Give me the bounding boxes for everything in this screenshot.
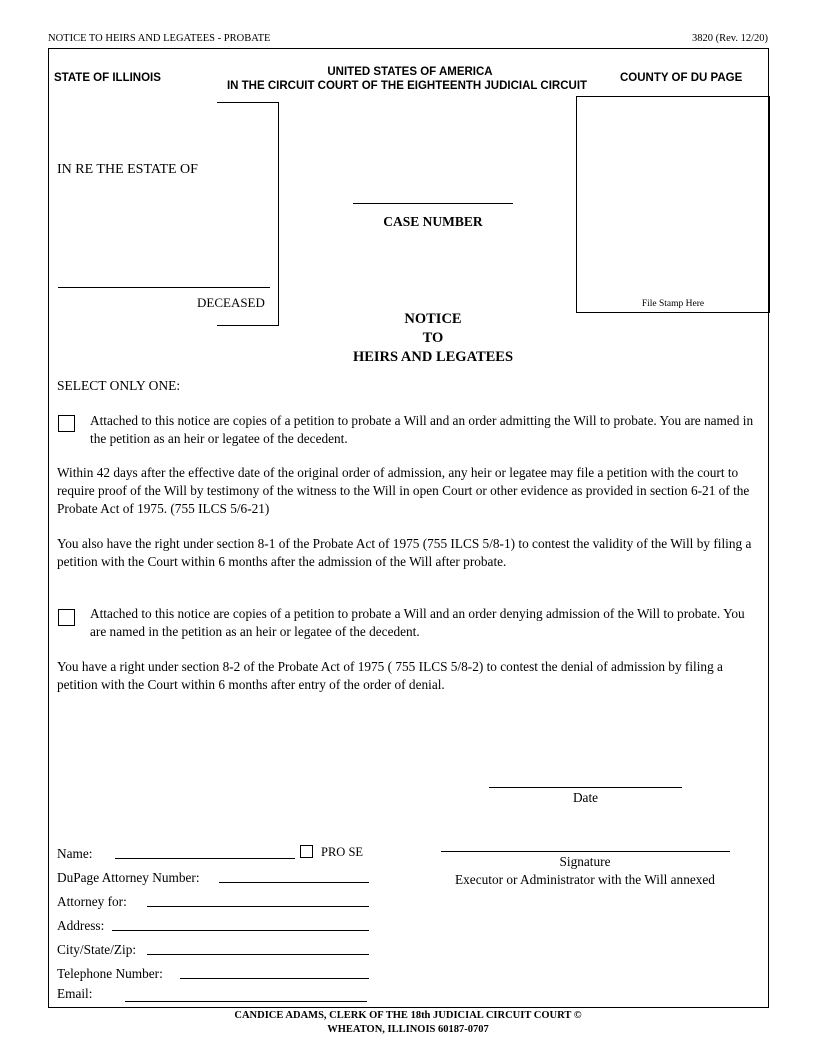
attorney-for-label: Attorney for: <box>57 894 127 909</box>
name-line[interactable] <box>115 858 295 859</box>
date-line[interactable] <box>489 787 682 788</box>
form-title: NOTICE TO HEIRS AND LEGATEES - PROBATE <box>48 33 271 44</box>
case-number-line[interactable] <box>353 203 513 204</box>
email-line[interactable] <box>125 1001 367 1002</box>
footer-clerk: CANDICE ADAMS, CLERK OF THE 18th JUDICIAL CIRCUIT COURT © <box>234 1010 582 1021</box>
notice-title-line3: HEIRS AND LEGATEES <box>352 349 514 365</box>
court-label: IN THE CIRCUIT COURT OF THE EIGHTEENTH JUDICIAL CIRCUIT <box>226 80 588 92</box>
case-number-label: CASE NUMBER <box>383 214 483 229</box>
select-only-one-label: SELECT ONLY ONE: <box>57 378 181 393</box>
option1-checkbox[interactable] <box>58 415 75 432</box>
form-number: 3820 (Rev. 12/20) <box>691 33 768 44</box>
option2-checkbox[interactable] <box>58 609 75 626</box>
estate-name-line[interactable] <box>58 287 270 288</box>
pro-se-checkbox[interactable] <box>300 845 313 858</box>
signer-label: Executor or Administrator with the Will annexed <box>455 872 715 887</box>
telephone-label: Telephone Number: <box>57 966 163 981</box>
address-label: Address: <box>57 918 105 933</box>
estate-bracket-side <box>278 102 279 325</box>
signature-label: Signature <box>559 854 611 869</box>
telephone-line[interactable] <box>180 978 369 979</box>
email-label: Email: <box>57 986 93 1001</box>
address-line[interactable] <box>112 930 369 931</box>
option1-contest-paragraph: You also have the right under section 8-1 of the Probate Act of 1975 (755 ILCS 5/8-1) to contest the validity of the Will by filing a petition with the Court within 6 months after the admission of the Will after probate. <box>57 536 752 569</box>
in-re-estate-label: IN RE THE ESTATE OF <box>57 162 198 177</box>
notice-title-line2: TO <box>422 330 444 346</box>
date-label: Date <box>572 790 599 805</box>
city-state-zip-line[interactable] <box>147 954 369 955</box>
attorney-number-line[interactable] <box>219 882 369 883</box>
notice-title-line1: NOTICE <box>404 311 462 327</box>
option2-contest-paragraph: You have a right under section 8-2 of the Probate Act of 1975 ( 755 ILCS 5/8-2) to contest the denial of admission by filing a petition with the Court within 6 months after entry of the order of denial. <box>57 659 723 692</box>
option1-text: Attached to this notice are copies of a petition to probate a Will and an order admitting the Will to probate. You are named in the petition as an heir or legatee of the decedent. <box>90 413 754 446</box>
estate-bracket-bottom <box>217 325 279 326</box>
file-stamp-label: File Stamp Here <box>641 299 705 309</box>
county-label: COUNTY OF DU PAGE <box>620 72 743 84</box>
pro-se-label: PRO SE <box>321 845 364 859</box>
city-state-zip-label: City/State/Zip: <box>57 942 137 957</box>
attorney-for-line[interactable] <box>147 906 369 907</box>
state-label: STATE OF ILLINOIS <box>54 72 161 84</box>
option2-text: Attached to this notice are copies of a petition to probate a Will and an order denying admission of the Will to probate. You are named in the petition as an heir or legatee of the decedent. <box>90 606 745 639</box>
footer-address: WHEATON, ILLINOIS 60187-0707 <box>327 1024 489 1035</box>
country-label: UNITED STATES OF AMERICA <box>327 66 493 78</box>
name-label: Name: <box>57 846 93 861</box>
attorney-number-label: DuPage Attorney Number: <box>57 870 200 885</box>
option1-proof-paragraph: Within 42 days after the effective date of the original order of admission, any heir or legatee may file a petition with the court to require proof of the Will by testimony of the witness to the Will in open Court or other evidence as provided in section 6-21 of the Probate Act of 1975. (755 ILCS 5/6-21) <box>57 465 750 516</box>
estate-bracket-top <box>217 102 279 103</box>
signature-line[interactable] <box>441 851 730 852</box>
file-stamp-box <box>576 96 770 313</box>
deceased-label: DECEASED <box>197 295 265 310</box>
